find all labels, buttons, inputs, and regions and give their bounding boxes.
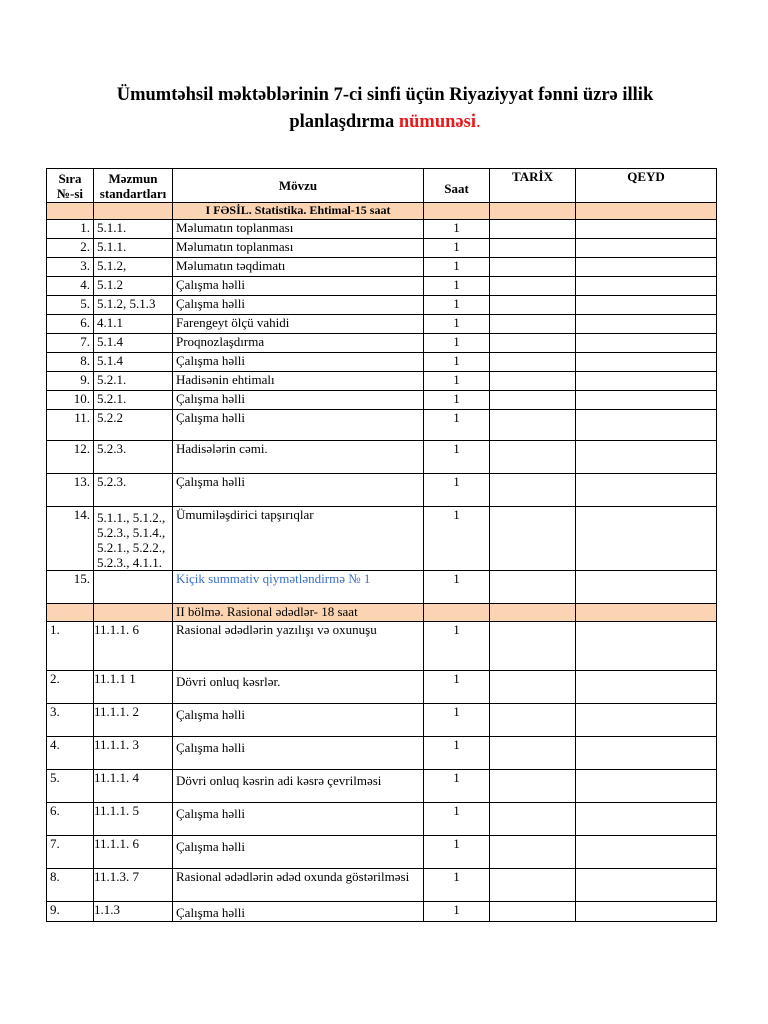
row-standards: 5.1.1.: [94, 239, 173, 258]
row-number: 12.: [47, 441, 94, 474]
title-line-2: [60, 109, 710, 136]
table-row: [47, 671, 717, 704]
row-date: [490, 836, 576, 869]
row-topic: Çalışma həlli: [173, 474, 424, 507]
table-row: [47, 258, 717, 277]
section-title: I FƏSİL. Statistika. Ehtimal-15 saat: [173, 203, 424, 220]
row-standards: 5.1.4: [94, 334, 173, 353]
row-note: [576, 315, 717, 334]
row-number: 2.: [47, 239, 94, 258]
row-number: 3.: [47, 704, 94, 737]
row-standards: 11.1.1 1: [94, 671, 173, 704]
row-topic: Çalışma həlli: [173, 353, 424, 372]
table-row: [47, 353, 717, 372]
row-date: [490, 803, 576, 836]
row-note: [576, 671, 717, 704]
table-row: [47, 869, 717, 902]
row-date: [490, 770, 576, 803]
section-title: II bölmə. Rasional ədədlər- 18 saat: [173, 604, 424, 622]
table-row: [47, 410, 717, 441]
table-row: [47, 474, 717, 507]
row-hours: 1: [424, 410, 490, 441]
row-date: [490, 869, 576, 902]
table-row: [47, 315, 717, 334]
section-row: [47, 604, 717, 622]
row-topic: Məlumatın təqdimatı: [173, 258, 424, 277]
header-standards: Məzmun standartları: [94, 169, 173, 203]
row-topic: Proqnozlaşdırma: [173, 334, 424, 353]
table-row: [47, 836, 717, 869]
row-date: [490, 334, 576, 353]
row-date: [490, 258, 576, 277]
row-hours: 1: [424, 353, 490, 372]
row-note: [576, 622, 717, 671]
row-topic: Hadisənin ehtimalı: [173, 372, 424, 391]
row-hours: 1: [424, 622, 490, 671]
row-standards: 4.1.1: [94, 315, 173, 334]
row-standards: 11.1.1. 6: [94, 836, 173, 869]
row-date: [490, 737, 576, 770]
row-standards: 5.1.1., 5.1.2., 5.2.3., 5.1.4., 5.2.1., 5.2.2., 5.2.3., 4.1.1.: [94, 507, 173, 571]
row-standards: 1.1.3: [94, 902, 173, 922]
row-number: 1.: [47, 622, 94, 671]
row-date: [490, 704, 576, 737]
row-number: 7.: [47, 836, 94, 869]
row-number: 3.: [47, 258, 94, 277]
row-topic: Məlumatın toplanması: [173, 239, 424, 258]
row-topic: Çalışma həlli: [173, 902, 424, 922]
row-standards: 11.1.1. 2: [94, 704, 173, 737]
row-standards: 5.2.3.: [94, 441, 173, 474]
row-topic: Rasional ədədlərin yazılışı və oxunuşu: [173, 622, 424, 671]
title-line-2-text: planlaşdırma: [289, 112, 395, 132]
row-date: [490, 315, 576, 334]
row-topic: Kiçik summativ qiymətləndirmə № 1: [173, 571, 424, 604]
row-note: [576, 258, 717, 277]
row-number: 4.: [47, 277, 94, 296]
row-hours: 1: [424, 258, 490, 277]
row-hours: 1: [424, 239, 490, 258]
table-row: [47, 334, 717, 353]
row-note: [576, 239, 717, 258]
document-title: [60, 82, 710, 136]
row-note: [576, 220, 717, 239]
table-row: [47, 441, 717, 474]
row-number: 6.: [47, 315, 94, 334]
row-note: [576, 836, 717, 869]
row-note: [576, 770, 717, 803]
table-row: [47, 770, 717, 803]
row-note: [576, 803, 717, 836]
row-number: 7.: [47, 334, 94, 353]
row-note: [576, 737, 717, 770]
row-topic: Çalışma həlli: [173, 410, 424, 441]
row-note: [576, 372, 717, 391]
row-number: 14.: [47, 507, 94, 571]
table-row: [47, 220, 717, 239]
row-topic: Farengeyt ölçü vahidi: [173, 315, 424, 334]
table-row: [47, 737, 717, 770]
row-note: [576, 571, 717, 604]
table-row: [47, 902, 717, 922]
row-standards: 11.1.1. 3: [94, 737, 173, 770]
row-note: [576, 277, 717, 296]
row-standards: 11.1.1. 6: [94, 622, 173, 671]
row-date: [490, 220, 576, 239]
row-number: 8.: [47, 353, 94, 372]
row-date: [490, 296, 576, 315]
row-topic: Çalışma həlli: [173, 836, 424, 869]
row-date: [490, 474, 576, 507]
row-note: [576, 869, 717, 902]
row-number: 4.: [47, 737, 94, 770]
row-topic: Çalışma həlli: [173, 277, 424, 296]
row-hours: 1: [424, 296, 490, 315]
row-topic: Çalışma həlli: [173, 803, 424, 836]
table-row: [47, 622, 717, 671]
row-hours: 1: [424, 315, 490, 334]
row-number: 6.: [47, 803, 94, 836]
table-row: [47, 239, 717, 258]
row-date: [490, 353, 576, 372]
row-date: [490, 571, 576, 604]
row-date: [490, 622, 576, 671]
plan-table: [46, 168, 717, 922]
table-row: [47, 803, 717, 836]
row-hours: 1: [424, 836, 490, 869]
row-note: [576, 441, 717, 474]
row-hours: 1: [424, 671, 490, 704]
row-standards: 5.2.2: [94, 410, 173, 441]
title-highlight: nümunəsi: [398, 112, 476, 132]
row-note: [576, 334, 717, 353]
row-hours: 1: [424, 770, 490, 803]
row-date: [490, 277, 576, 296]
row-date: [490, 410, 576, 441]
section-1-body: [47, 203, 717, 604]
row-number: 8.: [47, 869, 94, 902]
row-number: 5.: [47, 296, 94, 315]
row-note: [576, 902, 717, 922]
row-hours: 1: [424, 704, 490, 737]
row-hours: 1: [424, 474, 490, 507]
table-row: [47, 296, 717, 315]
row-hours: 1: [424, 372, 490, 391]
row-number: 10.: [47, 391, 94, 410]
row-standards: 11.1.1. 5: [94, 803, 173, 836]
header-note: QEYD: [576, 169, 717, 203]
row-topic: Dövri onluq kəsrin adi kəsrə çevrilməsi: [173, 770, 424, 803]
row-hours: 1: [424, 277, 490, 296]
row-hours: 1: [424, 737, 490, 770]
row-note: [576, 474, 717, 507]
row-standards: [94, 571, 173, 604]
table-row: [47, 704, 717, 737]
row-standards: 5.1.4: [94, 353, 173, 372]
row-number: 2.: [47, 671, 94, 704]
row-number: 13.: [47, 474, 94, 507]
row-hours: 1: [424, 507, 490, 571]
row-date: [490, 671, 576, 704]
table-row: [47, 571, 717, 604]
section-2-body: [47, 604, 717, 922]
row-topic: Çalışma həlli: [173, 296, 424, 315]
row-standards: 5.1.2, 5.1.3: [94, 296, 173, 315]
row-topic: Çalışma həlli: [173, 391, 424, 410]
row-standards: 11.1.1. 4: [94, 770, 173, 803]
row-standards: 5.1.2: [94, 277, 173, 296]
row-standards: 5.1.1.: [94, 220, 173, 239]
row-hours: 1: [424, 391, 490, 410]
row-number: 11.: [47, 410, 94, 441]
row-note: [576, 296, 717, 315]
row-number: 1.: [47, 220, 94, 239]
section-row: [47, 203, 717, 220]
header-no: Sıra №-si: [47, 169, 94, 203]
row-number: 15.: [47, 571, 94, 604]
header-date: TARİX: [490, 169, 576, 203]
row-topic: Dövri onluq kəsrlər.: [173, 671, 424, 704]
row-date: [490, 372, 576, 391]
header-topic: Mövzu: [173, 169, 424, 203]
table-row: [47, 391, 717, 410]
row-note: [576, 391, 717, 410]
header-hours: Saat: [424, 169, 490, 203]
row-hours: 1: [424, 571, 490, 604]
row-note: [576, 410, 717, 441]
row-date: [490, 391, 576, 410]
row-note: [576, 353, 717, 372]
row-date: [490, 507, 576, 571]
row-hours: 1: [424, 334, 490, 353]
row-date: [490, 239, 576, 258]
row-number: 9.: [47, 902, 94, 922]
row-topic: Rasional ədədlərin ədəd oxunda göstərilməsi: [173, 869, 424, 902]
row-hours: 1: [424, 902, 490, 922]
row-standards: 5.1.2,: [94, 258, 173, 277]
row-number: 5.: [47, 770, 94, 803]
row-topic: Məlumatın toplanması: [173, 220, 424, 239]
title-line-1: Ümumtəhsil məktəblərinin 7-ci sinfi üçün Riyaziyyat fənni üzrə illik: [116, 85, 654, 105]
row-topic: Hadisələrin cəmi.: [173, 441, 424, 474]
table-row: [47, 507, 717, 571]
table-row: [47, 277, 717, 296]
row-standards: 5.2.1.: [94, 391, 173, 410]
row-standards: 11.1.3. 7: [94, 869, 173, 902]
row-hours: 1: [424, 869, 490, 902]
title-dot: .: [475, 112, 481, 132]
row-note: [576, 704, 717, 737]
row-standards: 5.2.3.: [94, 474, 173, 507]
row-date: [490, 441, 576, 474]
table-row: [47, 372, 717, 391]
row-topic: Çalışma həlli: [173, 737, 424, 770]
row-number: 9.: [47, 372, 94, 391]
row-note: [576, 507, 717, 571]
row-date: [490, 902, 576, 922]
row-standards: 5.2.1.: [94, 372, 173, 391]
row-hours: 1: [424, 220, 490, 239]
row-hours: 1: [424, 441, 490, 474]
row-hours: 1: [424, 803, 490, 836]
row-topic: Çalışma həlli: [173, 704, 424, 737]
table-header: [47, 169, 717, 203]
row-topic: Ümumiləşdirici tapşırıqlar: [173, 507, 424, 571]
